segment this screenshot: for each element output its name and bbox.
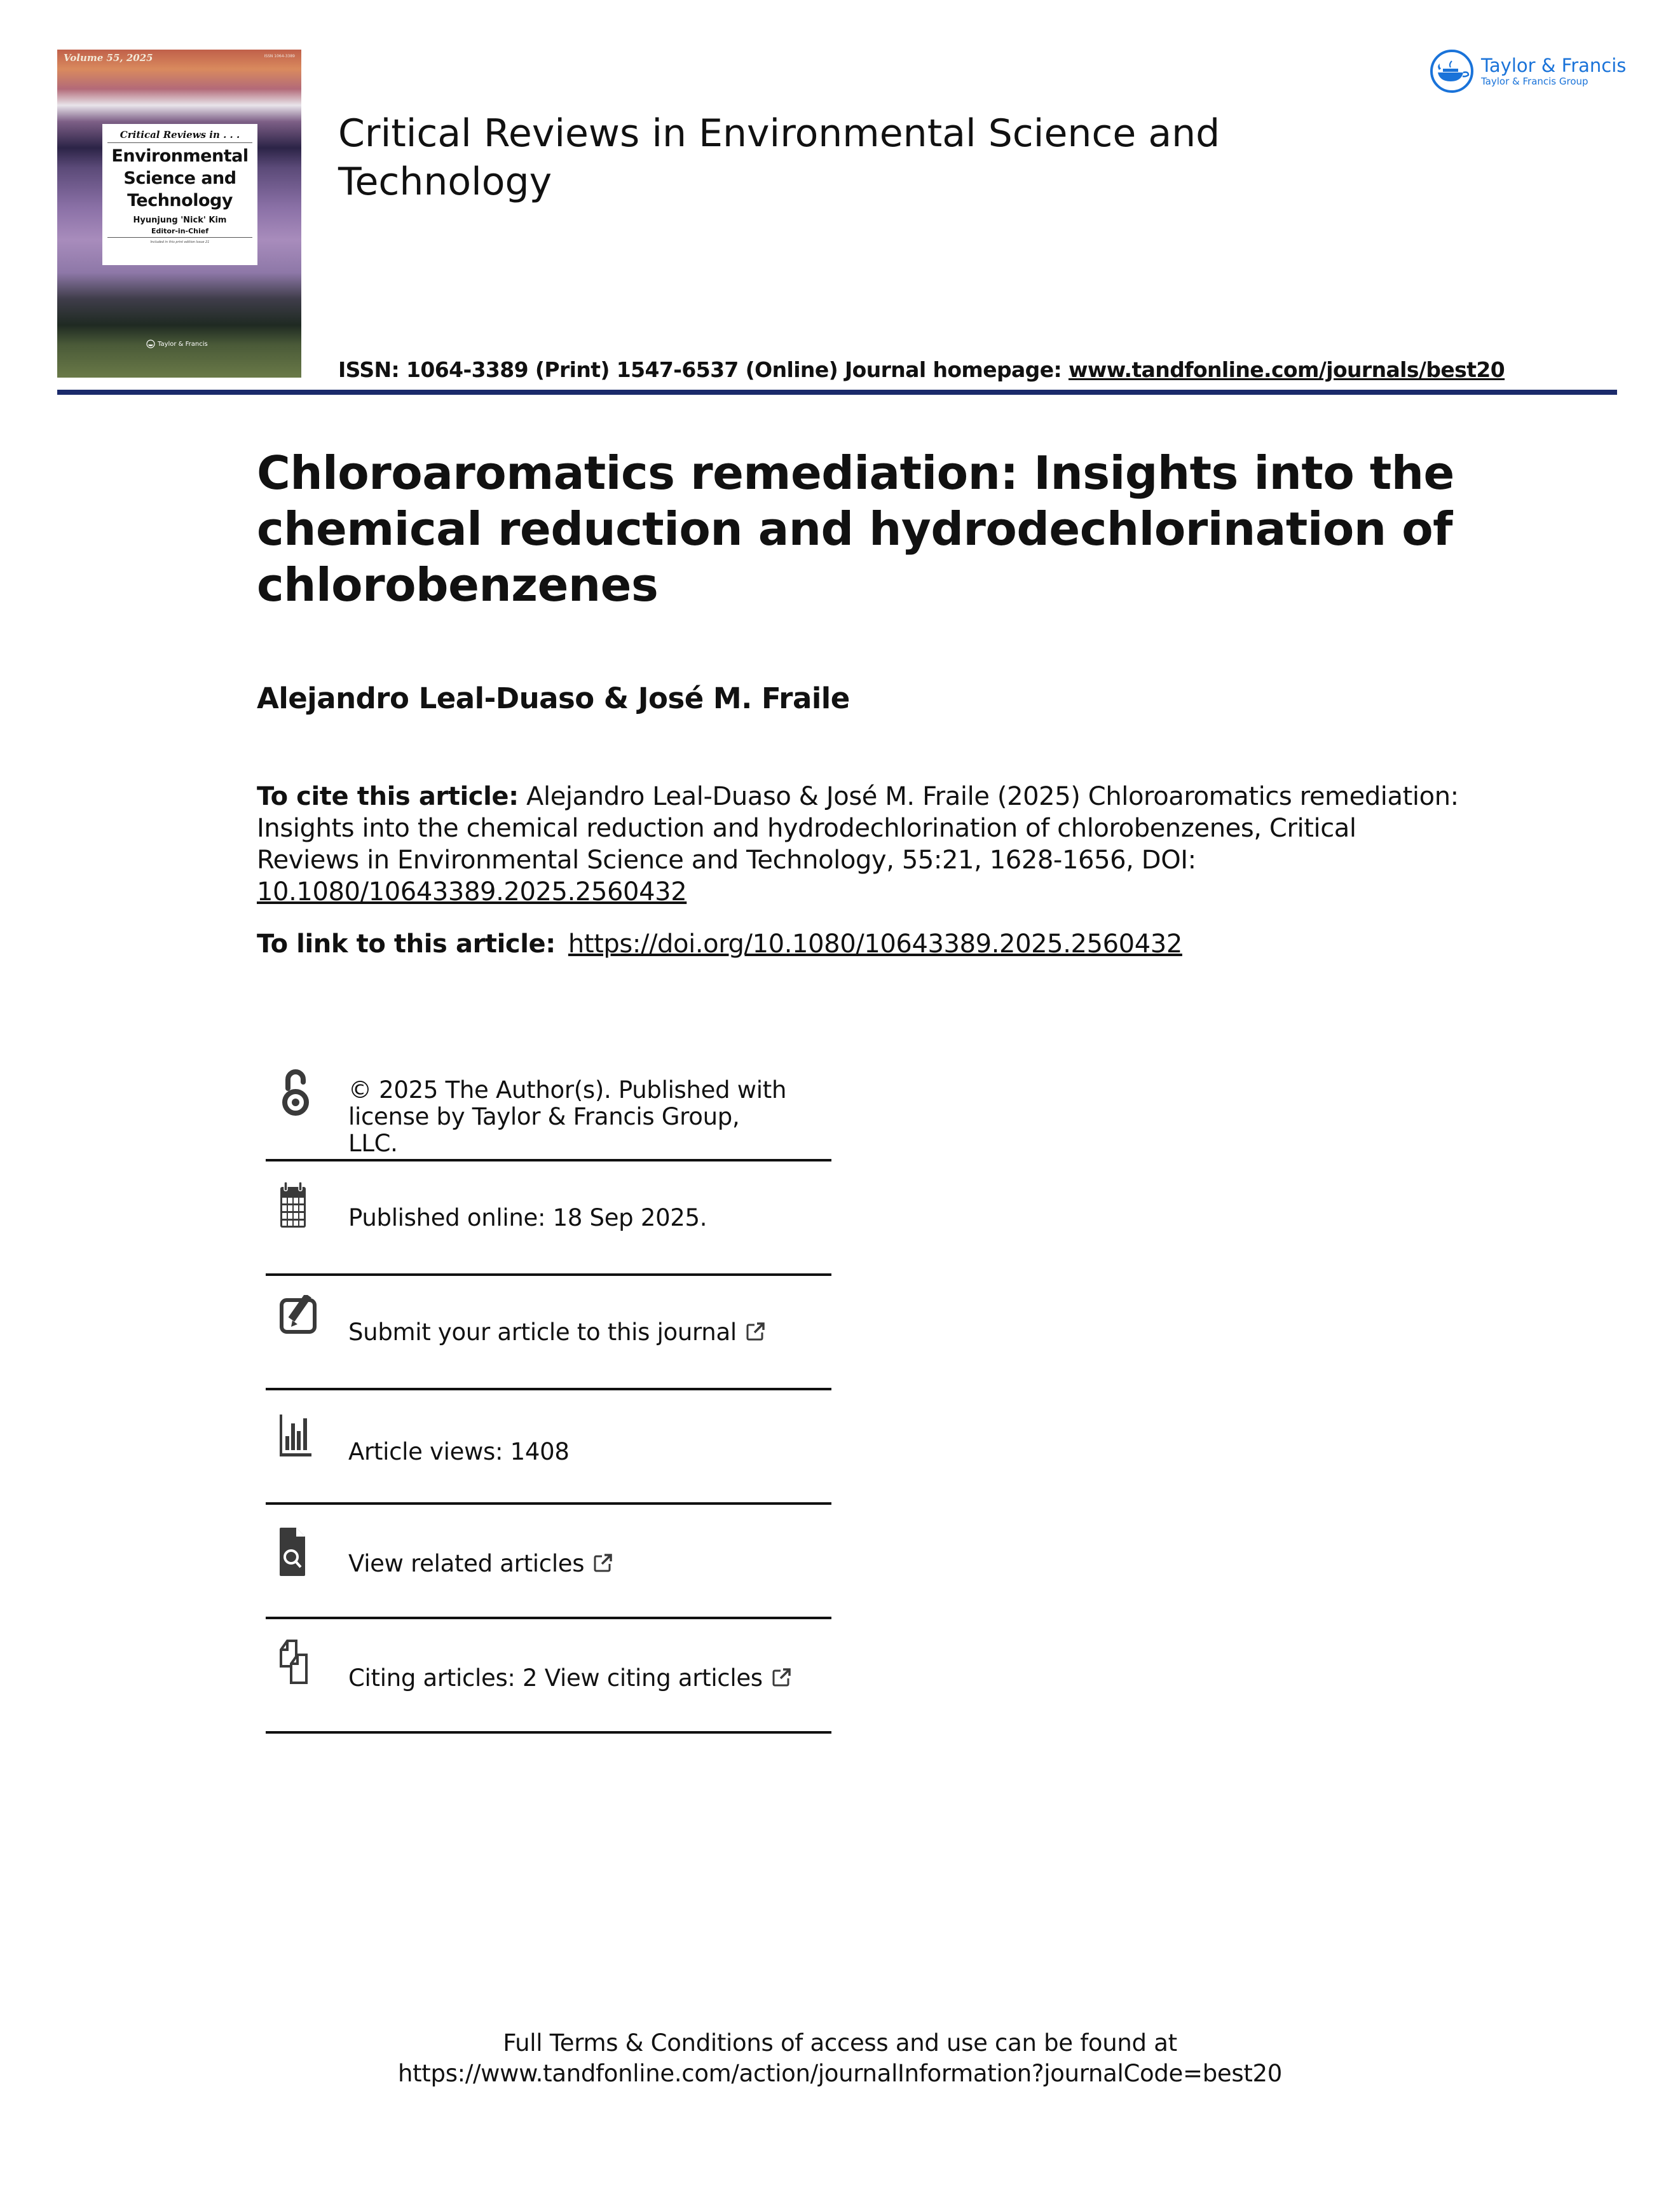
citation-label: To cite this article: [257, 782, 519, 811]
related-articles-link[interactable] [348, 1551, 613, 1579]
cover-editor: Hyunjung 'Nick' Kim [133, 216, 227, 225]
journal-homepage-link[interactable]: www.tandfonline.com/journals/best20 [1068, 357, 1505, 382]
cover-title-line: Environmental [111, 146, 249, 166]
terms-footer [0, 2028, 1680, 2089]
citing-articles-label: Citing articles: 2 View citing articles [348, 1664, 763, 1692]
journal-name: Critical Reviews in Environmental Science and Technology [338, 111, 1220, 204]
cover-note: Included in this print edition Issue 21 [150, 240, 210, 244]
citing-articles-link[interactable] [348, 1665, 792, 1693]
article-title: Chloroaromatics remediation: Insights into the chemical reduction and hydrodechlorination of chlorobenzenes [257, 446, 1454, 612]
issn-text: ISSN: 1064-3389 (Print) 1547-6537 (Online) Journal homepage: [338, 357, 1069, 382]
open-access-icon [280, 1067, 311, 1120]
license-text: © 2025 The Author(s). Published with license by Taylor & Francis Group, LLC. [348, 1076, 787, 1157]
external-link-icon [746, 1320, 766, 1347]
info-item-published [266, 1161, 831, 1276]
cover-rule [107, 237, 252, 238]
cover-publisher-name: Taylor & Francis [158, 340, 208, 348]
cover-issn: ISSN 1064-3389 [264, 54, 295, 58]
submit-article-label: Submit your article to this journal [348, 1319, 737, 1346]
cover-rule [107, 142, 252, 143]
cover-title-line: Technology [127, 191, 233, 210]
info-item-license [266, 1055, 831, 1161]
info-item-related[interactable] [266, 1505, 831, 1619]
cover-series: Critical Reviews in . . . [120, 129, 240, 140]
tf-lamp-logo-icon [1429, 48, 1475, 94]
article-views-text: Article views: 1408 [348, 1438, 570, 1465]
cover-publisher-mark [146, 339, 208, 348]
link-label: To link to this article: [257, 929, 556, 959]
published-date-text: Published online: 18 Sep 2025. [348, 1204, 707, 1231]
cover-title-panel [102, 124, 257, 265]
info-item-submit[interactable] [266, 1276, 831, 1390]
article-authors: Alejandro Leal-Duaso & José M. Fraile [257, 682, 850, 715]
edit-icon [280, 1295, 328, 1337]
external-link-icon [772, 1666, 792, 1693]
article-link-line [257, 929, 1182, 959]
external-link-icon [593, 1552, 613, 1579]
citation-text: Alejandro Leal-Duaso & José M. Fraile (2025) Chloroaromatics remediation: Insights into the chemical reduction and hydrodechlorination of chlorobenzenes, Critical Reviews in Environmental Science and Technology, 55:21, 1628-1656, DOI: [257, 782, 1459, 875]
cover-volume: Volume 55, 2025 [64, 52, 153, 64]
tf-lamp-icon [146, 339, 155, 348]
document-search-icon [280, 1528, 305, 1579]
calendar-icon [280, 1181, 306, 1231]
publisher-group: Taylor & Francis Group [1481, 76, 1588, 87]
info-item-views [266, 1390, 831, 1505]
citation-block [257, 781, 1465, 908]
submit-article-link[interactable] [348, 1319, 766, 1347]
info-item-citing[interactable] [266, 1619, 831, 1734]
terms-url[interactable]: https://www.tandfonline.com/action/journalInformation?journalCode=best20 [397, 2060, 1283, 2087]
article-info-list [266, 1055, 831, 1734]
bar-chart-icon [280, 1415, 311, 1459]
journal-cover [57, 50, 301, 378]
header-divider [57, 390, 1617, 395]
article-doi-url-link[interactable]: https://doi.org/10.1080/10643389.2025.2560432 [568, 929, 1182, 959]
publisher-logo [1429, 48, 1626, 94]
copy-documents-icon [280, 1636, 308, 1687]
cover-editor-role: Editor-in-Chief [151, 227, 209, 235]
publisher-name: Taylor & Francis [1481, 55, 1627, 76]
terms-text: Full Terms & Conditions of access and use can be found at [503, 2029, 1177, 2057]
citation-doi-link[interactable]: 10.1080/10643389.2025.2560432 [257, 877, 687, 907]
related-articles-label: View related articles [348, 1550, 585, 1577]
cover-title-line: Science and [123, 168, 236, 188]
issn-line [338, 357, 1505, 382]
